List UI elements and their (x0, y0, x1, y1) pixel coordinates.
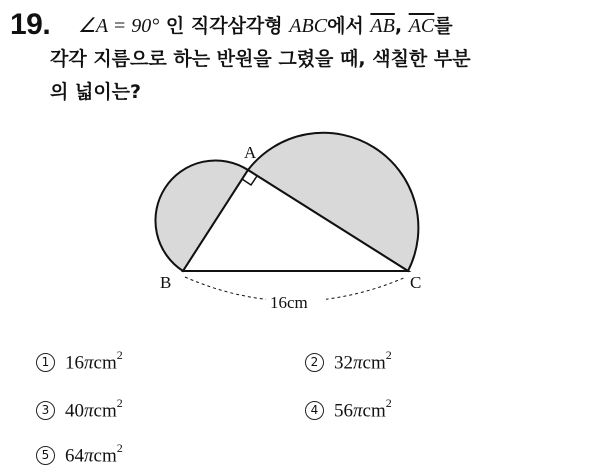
question-number: 19. (10, 8, 51, 41)
choice-2[interactable] (305, 350, 392, 374)
choice-4[interactable] (305, 398, 392, 422)
choice-5[interactable] (36, 443, 123, 467)
choice-answer: 40πcm$^2$ (65, 396, 123, 422)
stem-line-3: 의 넓이는? (50, 81, 142, 103)
triangle-name: ABC (289, 15, 328, 37)
choice-3[interactable] (36, 398, 123, 422)
stem-line-1 (78, 10, 598, 43)
choice-marker: 1 (36, 353, 55, 372)
angle-condition: ∠A = 90° (78, 15, 160, 37)
geometry-figure (140, 125, 450, 320)
question-stem (50, 10, 598, 109)
label-c: C (410, 273, 422, 292)
segment-ab: $\overline{AB}$ (370, 15, 395, 37)
choice-answer: 16πcm$^2$ (65, 348, 123, 374)
choice-marker: 4 (305, 401, 324, 420)
choice-1[interactable] (36, 350, 123, 374)
choice-marker: 2 (305, 353, 324, 372)
stem-text-c: 를 (434, 15, 453, 37)
choice-marker: 3 (36, 401, 55, 420)
choice-marker: 5 (36, 446, 55, 465)
stem-text-b: 에서 (327, 15, 364, 37)
base-length-label: 16cm (270, 293, 308, 312)
choice-answer: 64πcm$^2$ (65, 441, 123, 467)
stem-comma: , (394, 15, 403, 37)
choice-answer: 56πcm$^2$ (334, 396, 392, 422)
label-a: A (244, 143, 257, 162)
segment-ac: $\overline{AC}$ (408, 15, 435, 37)
stem-text-a: 인 직각삼각형 (165, 15, 283, 37)
choice-answer: 32πcm$^2$ (334, 348, 392, 374)
stem-line-2: 각각 지름으로 하는 반원을 그렸을 때, 색칠한 부분 (50, 48, 471, 70)
label-b: B (160, 273, 172, 292)
